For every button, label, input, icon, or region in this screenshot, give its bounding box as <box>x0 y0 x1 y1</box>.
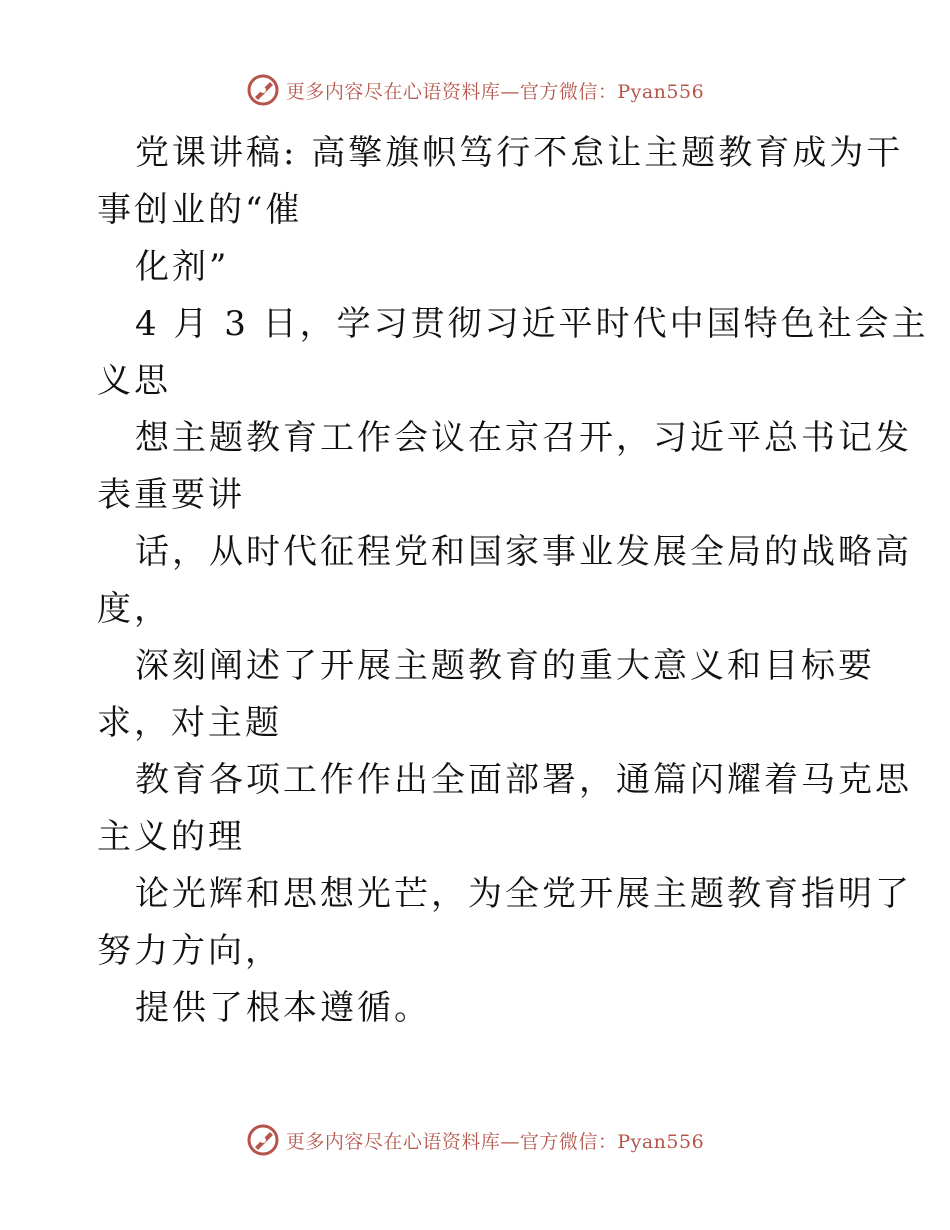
paragraph-continuation: 事创业的“催 <box>97 190 303 230</box>
paragraph-title <box>97 125 904 239</box>
brand-logo-icon <box>246 1123 280 1157</box>
paragraph-line: 提供了根本遵循。 <box>135 988 431 1028</box>
paragraph-line: 深刻阐述了开展主题教育的重大意义和目标要 <box>135 646 875 686</box>
paragraph-line: 化剂” <box>135 247 230 287</box>
paragraph <box>97 752 912 866</box>
paragraph-line: 论光辉和思想光芒，为全党开展主题教育指明了 <box>135 874 912 914</box>
paragraph <box>97 296 929 410</box>
banner-text: 更多内容尽在心语资料库—官方微信：Pyan556 <box>285 80 705 103</box>
paragraph-continuation: 主义的理 <box>97 817 245 857</box>
paragraph-continuation: 度， <box>97 589 171 629</box>
paragraph-line: 话，从时代征程党和国家事业发展全局的战略高 <box>135 532 912 572</box>
paragraph-continuation: 表重要讲 <box>97 475 245 515</box>
paragraph <box>97 980 857 1037</box>
banner-text: 更多内容尽在心语资料库—官方微信：Pyan556 <box>285 1130 705 1153</box>
paragraph-line: 教育各项工作作出全面部署，通篇闪耀着马克思 <box>135 760 912 800</box>
footer-banner <box>0 1120 950 1160</box>
paragraph-line: 想主题教育工作会议在京召开，习近平总书记发 <box>135 418 912 458</box>
paragraph-line: 4 月 3 日，学习贯彻习近平时代中国特色社会主 <box>135 304 929 344</box>
paragraph-continuation: 义思 <box>97 361 171 401</box>
paragraph <box>97 638 875 752</box>
paragraph <box>97 410 912 524</box>
document-body <box>97 125 929 1037</box>
paragraph <box>97 866 912 980</box>
paragraph-continuation: 求，对主题 <box>97 703 282 743</box>
brand-logo-icon <box>246 73 280 107</box>
header-banner <box>0 70 950 110</box>
paragraph <box>97 524 912 638</box>
paragraph-line: 党课讲稿: 高擎旗帜笃行不怠让主题教育成为干 <box>135 133 904 173</box>
paragraph-continuation: 努力方向， <box>97 931 282 971</box>
paragraph <box>97 239 857 296</box>
